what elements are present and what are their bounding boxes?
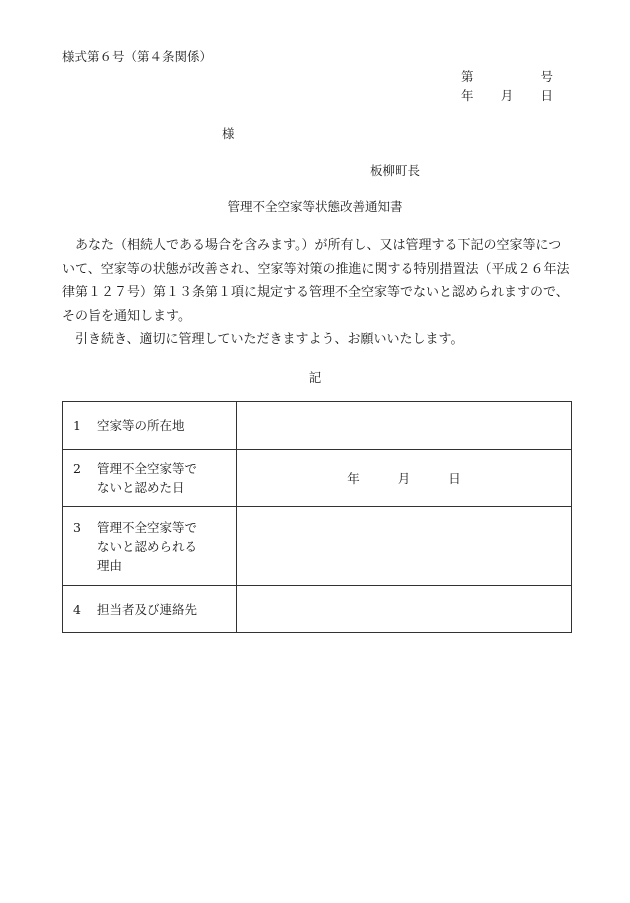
row-number: 3 <box>73 519 81 535</box>
row-number: 4 <box>73 601 81 617</box>
form-number: 様式第６号（第４条関係） <box>62 49 213 64</box>
row-number: 1 <box>73 418 81 433</box>
row-value-reason <box>237 507 572 586</box>
table-row <box>63 586 572 633</box>
row-label <box>63 507 237 586</box>
table-row <box>63 450 572 507</box>
row-number: 2 <box>73 461 81 476</box>
number-suffix: 号 <box>540 69 553 84</box>
number-prefix: 第 <box>461 69 474 84</box>
row-label-text: 空家等の所在地 <box>97 418 185 433</box>
document-number-line <box>461 67 553 85</box>
date-month: 月 <box>500 88 514 103</box>
row-label <box>63 586 237 633</box>
document-title: 管理不全空家等状態改善通知書 <box>227 199 403 214</box>
row-date-month: 月 <box>397 471 411 486</box>
body-text <box>62 234 574 352</box>
issuer: 板柳町長 <box>370 163 421 178</box>
addressee: 様 <box>222 126 235 141</box>
body-paragraph-2: 引き続き、適切に管理していただきますよう、お願いいたします。 <box>75 332 464 347</box>
row-label-text: 管理不全空家等でないと認めた日 <box>97 461 198 495</box>
items-table <box>62 401 572 633</box>
date-year: 年 <box>461 88 474 103</box>
table-row <box>63 507 572 586</box>
row-date-day: 日 <box>448 471 461 486</box>
row-label <box>63 402 237 450</box>
row-label <box>63 450 237 507</box>
date-day: 日 <box>540 88 553 103</box>
document-date-line <box>461 86 553 104</box>
row-date-year: 年 <box>347 471 360 486</box>
row-value-date <box>237 450 572 507</box>
body-paragraph-1: あなた（相続人である場合を含みます。）が所有し、又は管理する下記の空家等について、空家等の状態が改善され、空家等対策の推進に関する特別措置法（平成２６年法律第１２７号）第１３条第１項に規定する管理不全空家等でないと認められますので、その旨を通知します。 <box>62 238 570 324</box>
row-value-contact <box>237 586 572 633</box>
row-label-text: 管理不全空家等でないと認められる理由 <box>97 519 198 573</box>
row-value-location <box>237 402 572 450</box>
row-label-text: 担当者及び連絡先 <box>97 601 198 617</box>
ki-heading: 記 <box>308 370 322 385</box>
table-row <box>63 402 572 450</box>
